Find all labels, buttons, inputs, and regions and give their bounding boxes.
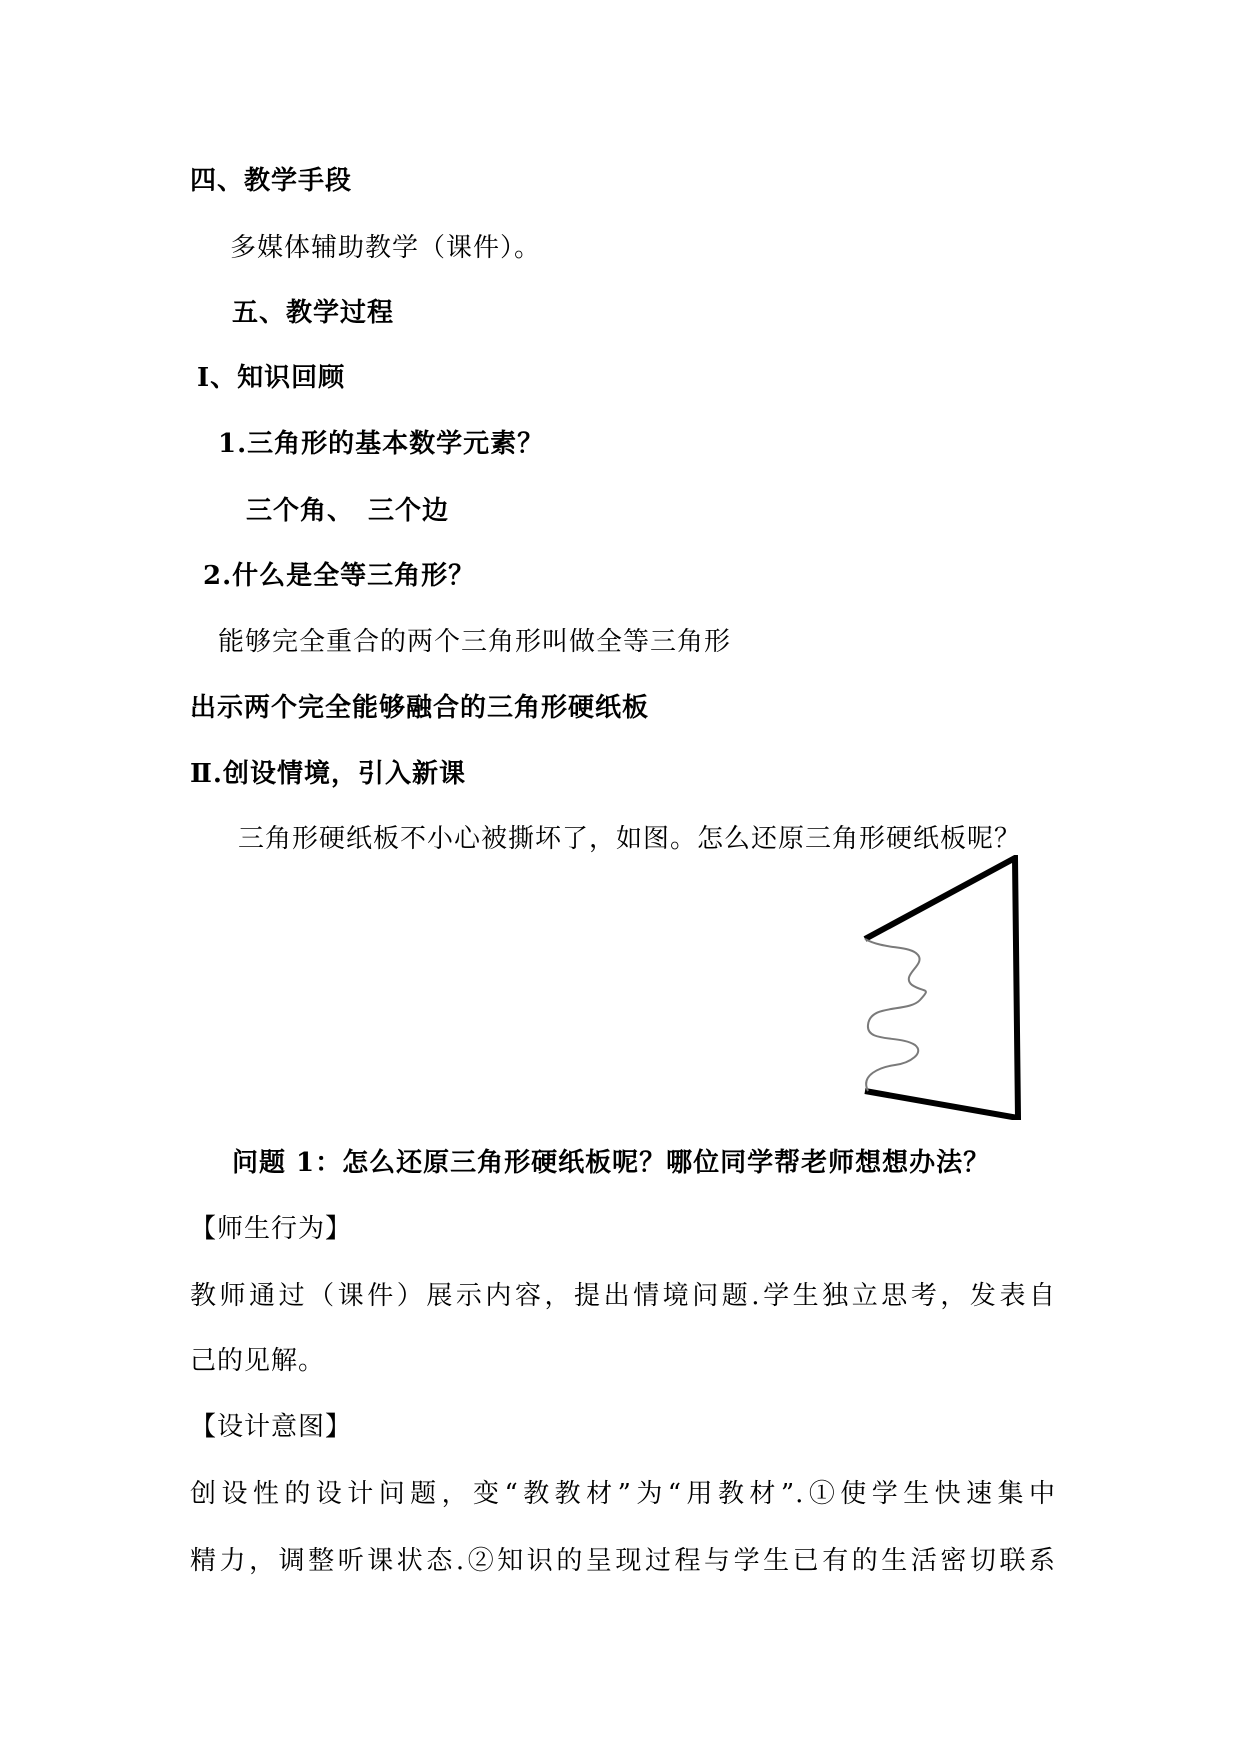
design-label: 【设计意图】: [190, 1412, 353, 1442]
teacher-student-line-1: 教师通过（课件）展示内容，提出情境问题.学生独立思考，发表自: [190, 1281, 1056, 1311]
section-4-body: 多媒体辅助教学（课件）。: [230, 233, 542, 263]
question-1: 1.三角形的基本数学元素？: [218, 429, 545, 459]
section-4-heading: 四、教学手段: [190, 166, 353, 196]
question-2: 2.什么是全等三角形？: [203, 561, 476, 591]
torn-triangle-figure: [840, 855, 1030, 1120]
teacher-student-line-2: 己的见解。: [190, 1346, 326, 1376]
torn-edge: [865, 939, 926, 1091]
show-cards-text: 出示两个完全能够融合的三角形硬纸板: [190, 693, 650, 723]
section-5-heading: 五、教学过程: [232, 298, 395, 328]
scenario-text: 三角形硬纸板不小心被撕坏了，如图。怎么还原三角形硬纸板呢？: [238, 824, 1022, 854]
triangle-intact-edges: [865, 858, 1018, 1118]
design-line-1: 创设性的设计问题，变“教教材”为“用教材”.①使学生快速集中: [190, 1479, 1056, 1509]
part-1-heading: Ⅰ、知识回顾: [197, 363, 346, 393]
part-2-heading: Ⅱ.创设情境，引入新课: [190, 759, 466, 789]
teacher-student-label: 【师生行为】: [190, 1214, 353, 1244]
design-line-2: 精力，调整听课状态.②知识的呈现过程与学生已有的生活密切联系: [190, 1546, 1056, 1576]
question-2-answer: 能够完全重合的两个三角形叫做全等三角形: [218, 627, 732, 657]
problem-1: 问题 1：怎么还原三角形硬纸板呢？哪位同学帮老师想想办法？: [232, 1148, 991, 1178]
question-1-answer: 三个角、 三个边: [246, 496, 450, 526]
